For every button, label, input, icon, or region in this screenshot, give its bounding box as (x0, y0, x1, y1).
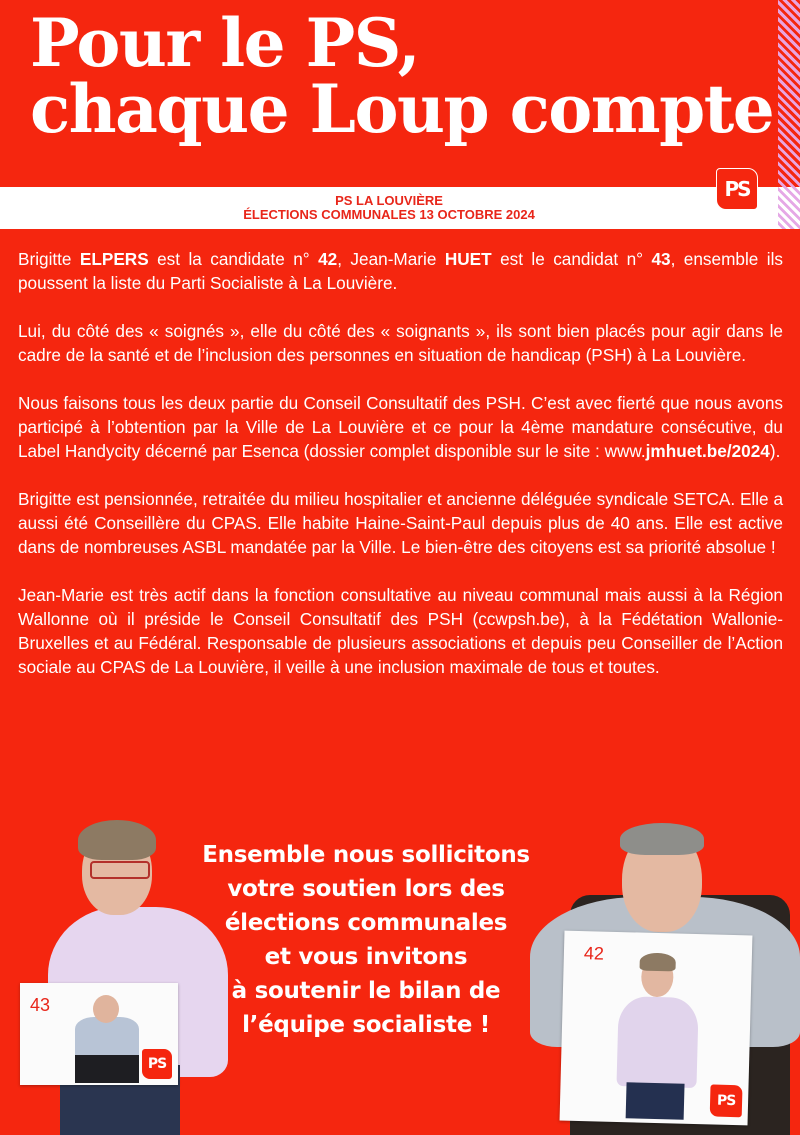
subtitle-band (0, 187, 778, 229)
candidate-surname: ELPERS (79, 249, 149, 269)
article-body (18, 247, 783, 703)
text: est la candidate n° (148, 249, 319, 269)
website-link[interactable]: jmhuet.be/2024 (645, 441, 770, 461)
text: ). (769, 441, 781, 461)
text: , ensemble ils poussent la liste du Parti Socialiste à La Louvière. (18, 249, 783, 293)
sign-number: 42 (583, 943, 605, 964)
text: , Jean-Marie (337, 249, 445, 269)
sign-number: 43 (30, 995, 51, 1015)
title-line-2: chaque Loup compte (30, 70, 774, 148)
sign-card (560, 931, 753, 1126)
cta-line: Ensemble nous sollicitons (202, 842, 530, 868)
paragraph-jean-marie: Jean-Marie est très actif dans la fonction consultative au niveau communal mais aussi à la Région Wallonne où il préside le Conseil Consultatif des PSH (ccwpsh.be), à la Fédétation Wallonie-Bruxelles et au Fédéral. Responsable de plusieurs associations et depuis peu Conseiller de l’Action sociale au CPAS de La Louvière, il veille à une inclusion maximale de tous et toutes. (18, 585, 783, 677)
ps-logo-icon: PS (710, 1084, 743, 1117)
band-line-2: ÉLECTIONS COMMUNALES 13 OCTOBRE 2024 (243, 207, 535, 222)
title-line-1: Pour le PS, (30, 4, 420, 82)
cta-line: votre soutien lors des (227, 876, 505, 902)
hair (620, 823, 704, 855)
paragraph-brigitte: Brigitte est pensionnée, retraitée du milieu hospitalier et ancienne déléguée syndicale SETCA. Elle a aussi été Conseillère du CPAS. Elle habite Haine-Saint-Paul depuis plus de 40 ans. Elle est active dans de nombreuses ASBL mandatée par la Ville. Le bien-être des citoyens est sa priorité absolue ! (18, 489, 783, 557)
header-banner (0, 0, 778, 187)
text: Nous faisons tous les deux partie du Conseil Consultatif des PSH. C’est avec fierté que nous avons participé à l’obtention par la Ville de La Louvière et ce pour la 4ème mandature consécutive, du Label Handycity décerné par Esenca (dossier complet disponible sur le site : www. (18, 393, 783, 461)
cta-line: à soutenir le bilan de (231, 978, 501, 1004)
call-to-action (178, 838, 554, 1042)
page-title (30, 4, 774, 148)
band-text (0, 194, 778, 222)
text: Brigitte (18, 249, 80, 269)
glasses-icon (90, 861, 150, 879)
paragraph-roles: Lui, du côté des « soignés », elle du côté des « soignants », ils sont bien placés pour agir dans le cadre de la santé et de l’inclusion des personnes en situation de handicap (PSH) à La Louvière. (18, 321, 783, 365)
photo-jean-marie (530, 815, 800, 1135)
cta-line: élections communales (224, 910, 508, 936)
sign-photo (608, 948, 712, 1121)
hair (78, 820, 156, 860)
sign-photo (65, 991, 145, 1083)
candidate-number: 43 (651, 249, 671, 269)
band-line-1: PS LA LOUVIÈRE (335, 193, 443, 208)
ps-logo-icon: PS (716, 168, 758, 210)
cta-line: et vous invitons (264, 944, 468, 970)
ps-logo-icon: PS (142, 1049, 172, 1079)
sign-card (20, 983, 178, 1085)
cta-line: l’équipe socialiste ! (242, 1012, 490, 1038)
text: est le candidat n° (491, 249, 652, 269)
decorative-stripes-light (778, 187, 800, 229)
paragraph-candidates (18, 247, 783, 295)
paragraph-council (18, 391, 783, 463)
candidate-surname: HUET (444, 249, 492, 269)
candidate-number: 42 (318, 249, 338, 269)
